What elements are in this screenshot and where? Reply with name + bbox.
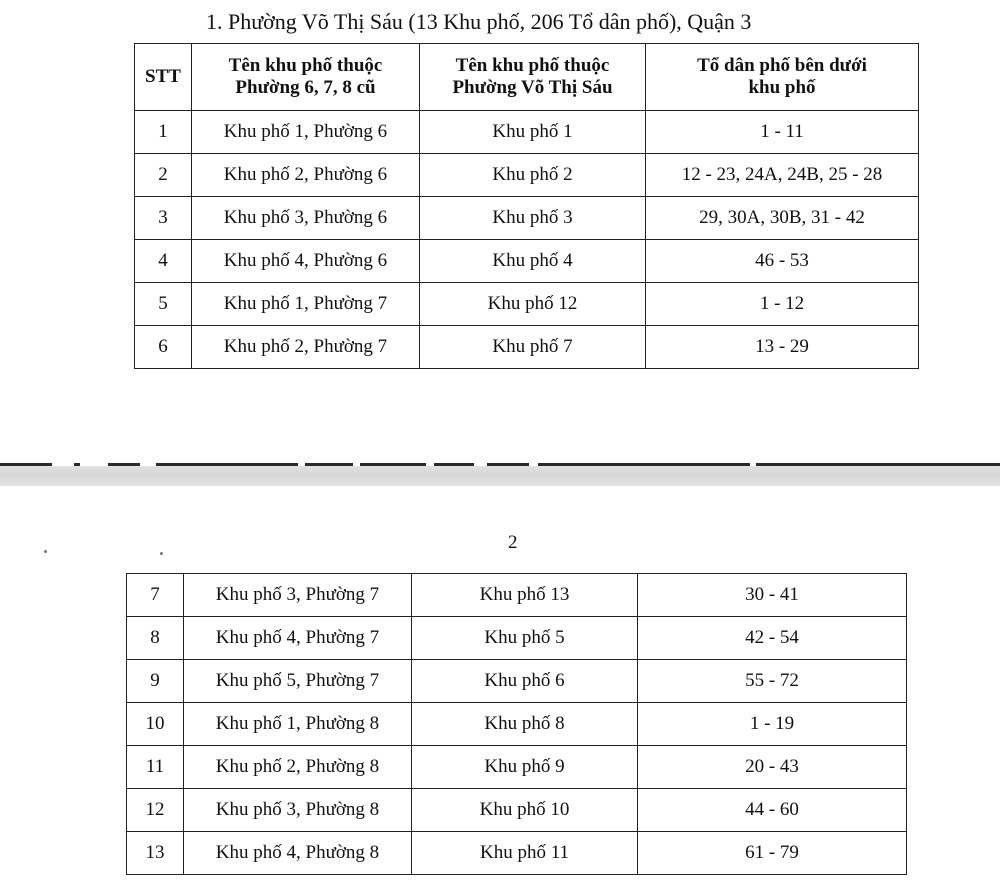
cell-old-quarter: Khu phố 1, Phường 6: [192, 111, 420, 154]
header-old-line2: Phường 6, 7, 8 cũ: [235, 77, 376, 98]
scan-speck: [160, 552, 163, 555]
table-row: [135, 240, 919, 283]
cell-stt: 13: [127, 832, 184, 875]
page-number: 2: [508, 532, 518, 553]
header-resident-groups: [646, 44, 919, 111]
table-header-row: [135, 44, 919, 111]
cell-resident-groups: 20 - 43: [638, 746, 907, 789]
table-row: [135, 111, 919, 154]
cell-stt: 7: [127, 574, 184, 617]
table-row: [127, 617, 907, 660]
header-groups-line2: khu phố: [748, 77, 816, 98]
cell-stt: 12: [127, 789, 184, 832]
cell-old-quarter: Khu phố 1, Phường 7: [192, 283, 420, 326]
table-row: [135, 154, 919, 197]
cell-new-quarter: Khu phố 6: [412, 660, 638, 703]
cell-stt: 1: [135, 111, 192, 154]
header-stt-label: STT: [145, 66, 181, 87]
header-new-line1: Tên khu phố thuộc: [455, 55, 610, 76]
cell-old-quarter: Khu phố 4, Phường 8: [184, 832, 412, 875]
section-heading: 1. Phường Võ Thị Sáu (13 Khu phố, 206 Tổ dân phố), Quận 3: [206, 9, 752, 34]
table-row: [135, 326, 919, 369]
cell-new-quarter: Khu phố 11: [412, 832, 638, 875]
ward-table-part-1: [134, 43, 919, 369]
cell-resident-groups: 1 - 11: [646, 111, 919, 154]
document-page-2: [0, 486, 1000, 891]
cell-resident-groups: 12 - 23, 24A, 24B, 25 - 28: [646, 154, 919, 197]
header-new-line2: Phường Võ Thị Sáu: [452, 77, 613, 98]
page-separator: [0, 466, 1000, 486]
table-row: [127, 789, 907, 832]
cell-old-quarter: Khu phố 2, Phường 7: [192, 326, 420, 369]
cell-new-quarter: Khu phố 4: [420, 240, 646, 283]
cell-stt: 10: [127, 703, 184, 746]
cell-new-quarter: Khu phố 13: [412, 574, 638, 617]
cell-resident-groups: 30 - 41: [638, 574, 907, 617]
cell-resident-groups: 44 - 60: [638, 789, 907, 832]
ward-table-part-2: [126, 573, 907, 875]
cell-resident-groups: 1 - 12: [646, 283, 919, 326]
header-stt: [135, 44, 192, 111]
cell-resident-groups: 1 - 19: [638, 703, 907, 746]
cell-resident-groups: 46 - 53: [646, 240, 919, 283]
cell-new-quarter: Khu phố 2: [420, 154, 646, 197]
cell-new-quarter: Khu phố 7: [420, 326, 646, 369]
table-row: [127, 746, 907, 789]
cell-stt: 6: [135, 326, 192, 369]
cell-new-quarter: Khu phố 10: [412, 789, 638, 832]
cell-new-quarter: Khu phố 5: [412, 617, 638, 660]
cell-resident-groups: 42 - 54: [638, 617, 907, 660]
cell-stt: 3: [135, 197, 192, 240]
cell-stt: 8: [127, 617, 184, 660]
header-new-quarter: [420, 44, 646, 111]
table-row: [127, 832, 907, 875]
cell-old-quarter: Khu phố 3, Phường 6: [192, 197, 420, 240]
cell-old-quarter: Khu phố 2, Phường 6: [192, 154, 420, 197]
table-row: [127, 660, 907, 703]
table-row: [135, 283, 919, 326]
table-row: [127, 574, 907, 617]
cell-stt: 4: [135, 240, 192, 283]
header-groups-line1: Tổ dân phố bên dưới: [697, 55, 867, 76]
scan-speck: [44, 550, 47, 553]
header-old-line1: Tên khu phố thuộc: [228, 55, 383, 76]
cell-old-quarter: Khu phố 4, Phường 6: [192, 240, 420, 283]
table-row: [135, 197, 919, 240]
cell-old-quarter: Khu phố 4, Phường 7: [184, 617, 412, 660]
cell-resident-groups: 29, 30A, 30B, 31 - 42: [646, 197, 919, 240]
cell-stt: 2: [135, 154, 192, 197]
cell-new-quarter: Khu phố 3: [420, 197, 646, 240]
cell-stt: 9: [127, 660, 184, 703]
cell-old-quarter: Khu phố 5, Phường 7: [184, 660, 412, 703]
header-old-quarter: [192, 44, 420, 111]
cell-stt: 11: [127, 746, 184, 789]
cell-old-quarter: Khu phố 1, Phường 8: [184, 703, 412, 746]
cell-new-quarter: Khu phố 8: [412, 703, 638, 746]
cell-new-quarter: Khu phố 12: [420, 283, 646, 326]
cell-old-quarter: Khu phố 3, Phường 8: [184, 789, 412, 832]
table-row: [127, 703, 907, 746]
cell-stt: 5: [135, 283, 192, 326]
cell-resident-groups: 55 - 72: [638, 660, 907, 703]
cell-old-quarter: Khu phố 3, Phường 7: [184, 574, 412, 617]
cell-resident-groups: 13 - 29: [646, 326, 919, 369]
cell-new-quarter: Khu phố 1: [420, 111, 646, 154]
cell-resident-groups: 61 - 79: [638, 832, 907, 875]
cell-new-quarter: Khu phố 9: [412, 746, 638, 789]
cell-old-quarter: Khu phố 2, Phường 8: [184, 746, 412, 789]
